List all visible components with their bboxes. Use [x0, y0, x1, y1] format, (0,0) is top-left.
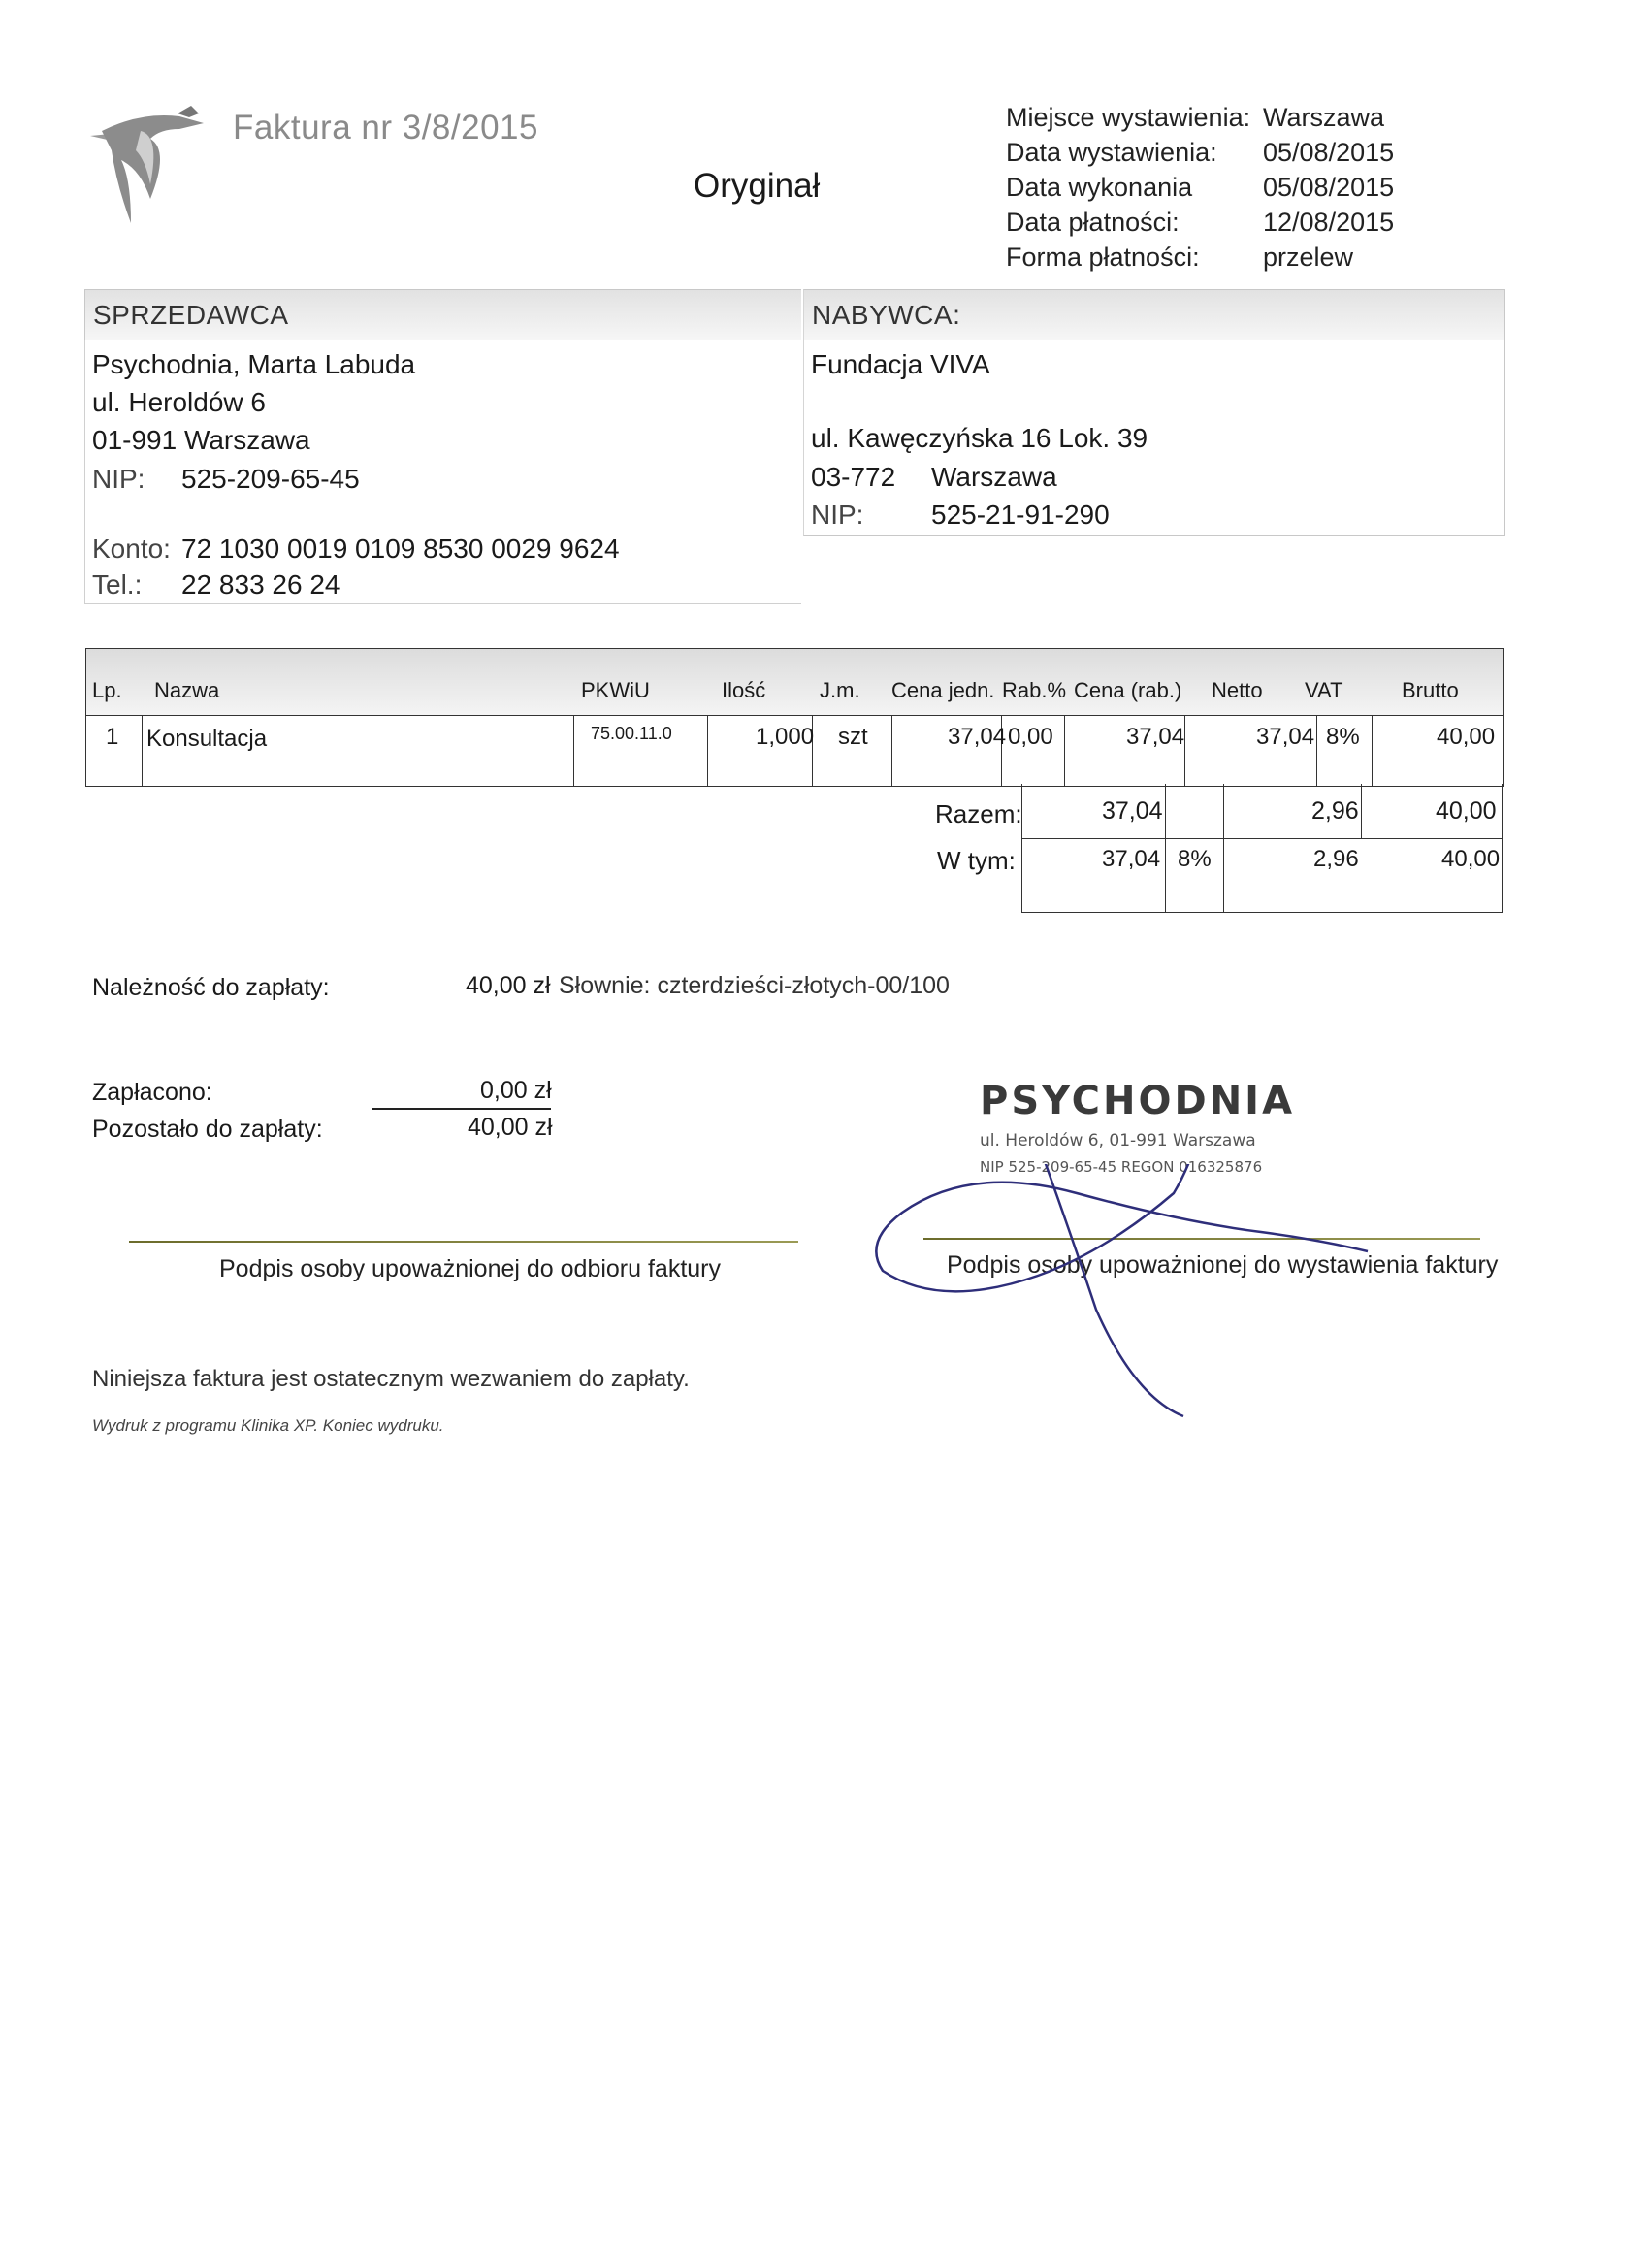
- incl-label: W tym:: [937, 846, 1016, 875]
- remaining-label: Pozostało do zapłaty:: [92, 1116, 323, 1143]
- stamp-ids: NIP 525-209-65-45 REGON 016325876: [980, 1158, 1263, 1176]
- cell-divider: [1372, 716, 1373, 786]
- meta-payment-date: Data płatności: 12/08/2015: [1006, 208, 1395, 237]
- row-lp: 1: [106, 724, 119, 750]
- seller-city: 01-991 Warszawa: [92, 425, 310, 455]
- col-gross: Brutto: [1402, 678, 1459, 702]
- row-disc-price: 37,04: [1126, 724, 1185, 750]
- incl-vat: 2,96: [1313, 846, 1359, 872]
- final-notice: Niniejsza faktura jest ostatecznym wezwaniem do zapłaty.: [92, 1366, 690, 1392]
- cell-divider: [573, 716, 574, 786]
- paid-value: 0,00 zł: [480, 1077, 552, 1104]
- cell-divider: [142, 716, 143, 786]
- seller-phone: Tel.: 22 833 26 24: [92, 569, 340, 599]
- col-name: Nazwa: [154, 678, 220, 702]
- buyer-nip: NIP: 525-21-91-290: [811, 500, 1110, 530]
- items-table: [85, 648, 1504, 787]
- row-vat: 8%: [1326, 724, 1360, 750]
- cell-divider: [1064, 716, 1065, 786]
- seller-heading: SPRZEDAWCA: [93, 300, 289, 330]
- receiver-signature-line: [129, 1241, 798, 1243]
- printout-note: Wydruk z programu Klinika XP. Koniec wydruku.: [92, 1416, 444, 1435]
- row-unit-price: 37,04: [948, 724, 1007, 750]
- seller-nip: NIP: 525-209-65-45: [92, 464, 360, 494]
- col-qty: Ilość: [722, 678, 766, 702]
- col-discount: Rab.%: [1002, 678, 1067, 702]
- incl-gross: 40,00: [1441, 846, 1501, 872]
- cell-divider: [1184, 716, 1185, 786]
- row-unit: szt: [838, 724, 868, 750]
- seller-street: ul. Heroldów 6: [92, 387, 266, 417]
- invoice-title: Faktura nr 3/8/2015: [233, 109, 538, 146]
- cell-divider: [707, 716, 708, 786]
- buyer-city: 03-772 Warszawa: [811, 462, 1057, 492]
- incl-rate: 8%: [1178, 846, 1212, 872]
- buyer-name: Fundacja VIVA: [811, 349, 990, 379]
- buyer-street: ul. Kawęczyńska 16 Lok. 39: [811, 423, 1148, 453]
- sum-net: 37,04: [1102, 797, 1163, 825]
- sum-gross: 40,00: [1436, 797, 1497, 825]
- company-logo: [82, 92, 218, 228]
- col-vat: VAT: [1305, 678, 1343, 702]
- items-header-row: [86, 649, 1503, 716]
- meta-issue-date: Data wystawienia: 05/08/2015: [1006, 138, 1395, 167]
- totals-table: [1021, 784, 1503, 912]
- cell-divider: [891, 716, 892, 786]
- col-pkwiu: PKWiU: [581, 678, 650, 702]
- row-name: Konsultacja: [146, 726, 268, 752]
- handwritten-signature: [863, 1164, 1484, 1436]
- sum-label: Razem:: [935, 799, 1022, 828]
- stamp-address: ul. Heroldów 6, 01-991 Warszawa: [980, 1131, 1256, 1150]
- col-unit: J.m.: [820, 678, 860, 702]
- copy-label: Oryginał: [694, 167, 821, 205]
- invoice-meta: [1006, 100, 1394, 275]
- receiver-signature-label: Podpis osoby upoważnionej do odbioru faktury: [219, 1255, 722, 1282]
- table-row: [86, 716, 1503, 787]
- row-discount: 0,00: [1008, 724, 1053, 750]
- row-qty: 1,000: [756, 724, 815, 750]
- due-label: Należność do zapłaty:: [92, 974, 330, 1001]
- stamp-title: PSYCHODNIA: [980, 1079, 1296, 1123]
- col-disc-price: Cena (rab.): [1074, 678, 1182, 702]
- buyer-heading: NABYWCA:: [812, 300, 961, 330]
- paid-label: Zapłacono:: [92, 1079, 212, 1106]
- remaining-value: 40,00 zł: [468, 1114, 553, 1141]
- meta-place: Miejsce wystawienia: Warszawa: [1006, 103, 1385, 132]
- buyer-heading-bar: [803, 289, 1505, 340]
- meta-payment-method: Forma płatności: przelew: [1006, 243, 1354, 272]
- col-net: Netto: [1212, 678, 1263, 702]
- due-value: 40,00 zł: [466, 972, 551, 999]
- col-lp: Lp.: [92, 678, 122, 702]
- paid-underline: [372, 1108, 551, 1110]
- seller-name: Psychodnia, Marta Labuda: [92, 349, 416, 379]
- seller-heading-bar: [84, 289, 801, 340]
- incl-net: 37,04: [1102, 846, 1161, 872]
- sum-vat: 2,96: [1311, 797, 1359, 825]
- col-unit-price: Cena jedn.: [891, 678, 995, 702]
- seller-account: Konto: 72 1030 0019 0109 8530 0029 9624: [92, 534, 620, 564]
- meta-service-date: Data wykonania 05/08/2015: [1006, 173, 1395, 202]
- row-pkwiu: 75.00.11.0: [591, 724, 672, 743]
- issuer-signature-label: Podpis osoby upoważnionej do wystawienia faktury: [947, 1251, 1499, 1279]
- cell-divider: [1316, 716, 1317, 786]
- row-net: 37,04: [1256, 724, 1315, 750]
- due-words: Słownie: czterdzieści-złotych-00/100: [559, 972, 950, 999]
- row-gross: 40,00: [1437, 724, 1496, 750]
